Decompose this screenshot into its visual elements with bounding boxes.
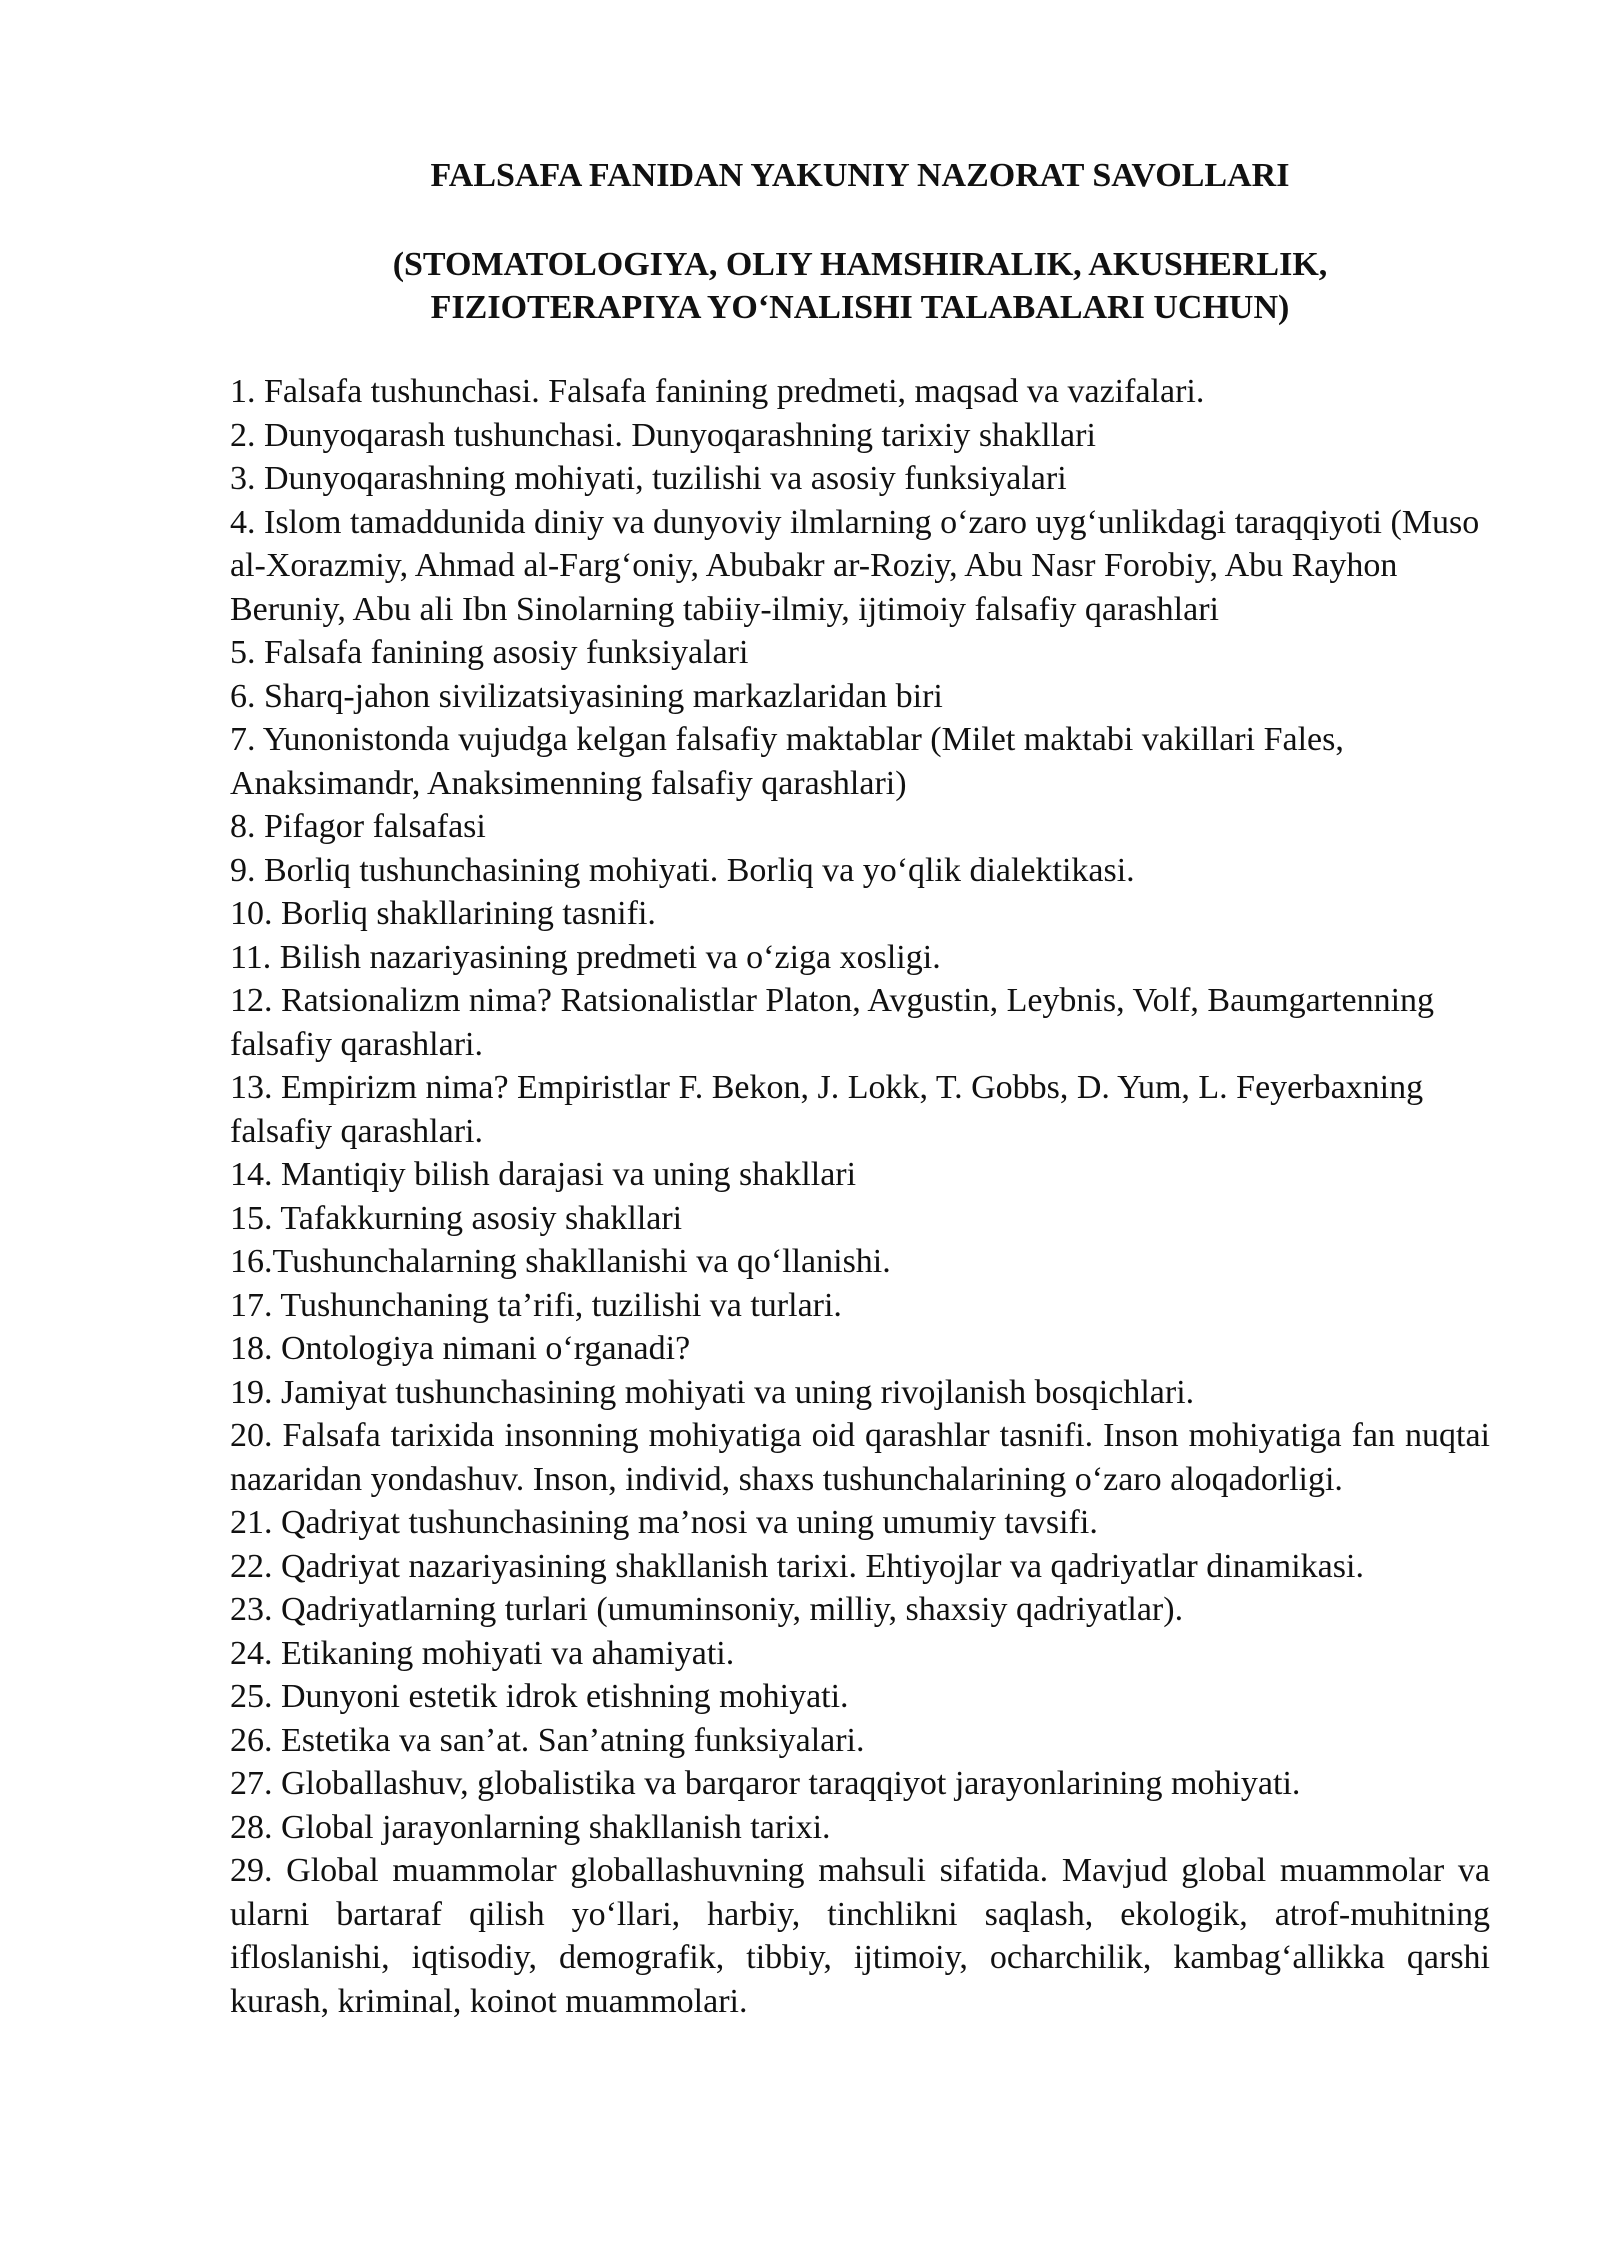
question-item: 24. Etikaning mohiyati va ahamiyati. [230, 1634, 735, 1672]
subtitle-line-1: (STOMATOLOGIYA, OLIY HAMSHIRALIK, AKUSHERLIK, [392, 246, 1328, 283]
question-item: 27. Globallashuv, globalistika va barqaror taraqqiyot jarayonlarining mohiyati. [230, 1765, 1301, 1802]
question-item: 18. Ontologiya nimani o‘rganadi? [230, 1330, 691, 1367]
question-item: 5. Falsafa fanining asosiy funksiyalari [230, 634, 749, 671]
question-item: 2. Dunyoqarash tushunchasi. Dunyoqarashning tarixiy shakllari [230, 416, 1096, 454]
question-item: 3. Dunyoqarashning mohiyati, tuzilishi va asosiy funksiyalari [230, 460, 1067, 497]
question-item: 28. Global jarayonlarning shakllanish tarixi. [230, 1808, 831, 1846]
question-item: 20. Falsafa tarixida insonning mohiyatiga oid qarashlar tasnifi. Inson mohiyatiga fan nuqtai nazaridan yondashuv. Inson, individ, shaxs tushunchalarining o‘zaro aloqadorligi. [230, 1417, 1490, 1498]
question-item: 16.Tushunchalarning shakllanishi va qo‘llanishi. [230, 1243, 891, 1280]
question-item: 22. Qadriyat nazariyasining shakllanish tarixi. Ehtiyojlar va qadriyatlar dinamikasi. [230, 1547, 1364, 1585]
question-item: 19. Jamiyat tushunchasining mohiyati va uning rivojlanish bosqichlari. [230, 1373, 1195, 1411]
question-item: 21. Qadriyat tushunchasining ma’nosi va uning umumiy tavsifi. [230, 1504, 1098, 1541]
question-item: 26. Estetika va san’at. San’atning funksiyalari. [230, 1721, 865, 1759]
question-item: 4. Islom tamaddunida diniy va dunyoviy ilmlarning o‘zaro uyg‘unlikdagi taraqqiyoti (Muso al-Xorazmiy, Ahmad al-Farg‘oniy, Abubakr ar-Roziy, Abu Nasr Forobiy, Abu Rayhon Beruniy, Abu ali Ibn Sinolarning tabiiy-ilmiy, ijtimoiy falsafiy qarashlari [230, 503, 1480, 628]
question-item: 13. Empirizm nima? Empiristlar F. Bekon, J. Lokk, T. Gobbs, D. Yum, L. Feyerbaxning falsafiy qarashlari. [230, 1069, 1424, 1150]
question-item: 11. Bilish nazariyasining predmeti va o‘ziga xosligi. [230, 938, 941, 976]
document-subtitle [230, 243, 1490, 329]
question-item: 6. Sharq-jahon sivilizatsiyasining markazlaridan biri [230, 677, 943, 715]
question-item: 15. Tafakkurning asosiy shakllari [230, 1199, 683, 1237]
question-item: 10. Borliq shakllarining tasnifi. [230, 895, 656, 932]
question-item: 8. Pifagor falsafasi [230, 808, 486, 845]
document-title: FALSAFA FANIDAN YAKUNIY NAZORAT SAVOLLARI [430, 157, 1290, 194]
question-item: 25. Dunyoni estetik idrok etishning mohiyati. [230, 1678, 849, 1715]
question-item: 9. Borliq tushunchasining mohiyati. Borliq va yo‘qlik dialektikasi. [230, 851, 1135, 889]
question-item: 29. Global muammolar globallashuvning mahsuli sifatida. Mavjud global muammolar va ularni bartaraf qilish yo‘llari, harbiy, tinchlikni saqlash, ekologik, atrof-muhitning ifloslanishi, iqtisodiy, demografik, tibbiy, ijtimoiy, ocharchilik, kambag‘allikka qarshi kurash, kriminal, koinot muammolari. [230, 1852, 1490, 2020]
question-item: 23. Qadriyatlarning turlari (umuminsoniy, milliy, shaxsiy qadriyatlar). [230, 1591, 1184, 1628]
question-list [230, 370, 1490, 2023]
question-item: 7. Yunonistonda vujudga kelgan falsafiy maktablar (Milet maktabi vakillari Fales, Anaksimandr, Anaksimenning falsafiy qarashlari) [230, 721, 1344, 802]
question-item: 12. Ratsionalizm nima? Ratsionalistlar Platon, Avgustin, Leybnis, Volf, Baumgartenning falsafiy qarashlari. [230, 982, 1435, 1063]
question-item: 14. Mantiqiy bilish darajasi va uning shakllari [230, 1156, 857, 1193]
question-item: 17. Tushunchaning ta’rifi, tuzilishi va turlari. [230, 1286, 842, 1324]
subtitle-line-2: FIZIOTERAPIYA YO‘NALISHI TALABALARI UCHUN) [430, 289, 1290, 326]
question-item: 1. Falsafa tushunchasi. Falsafa fanining predmeti, maqsad va vazifalari. [230, 373, 1205, 410]
